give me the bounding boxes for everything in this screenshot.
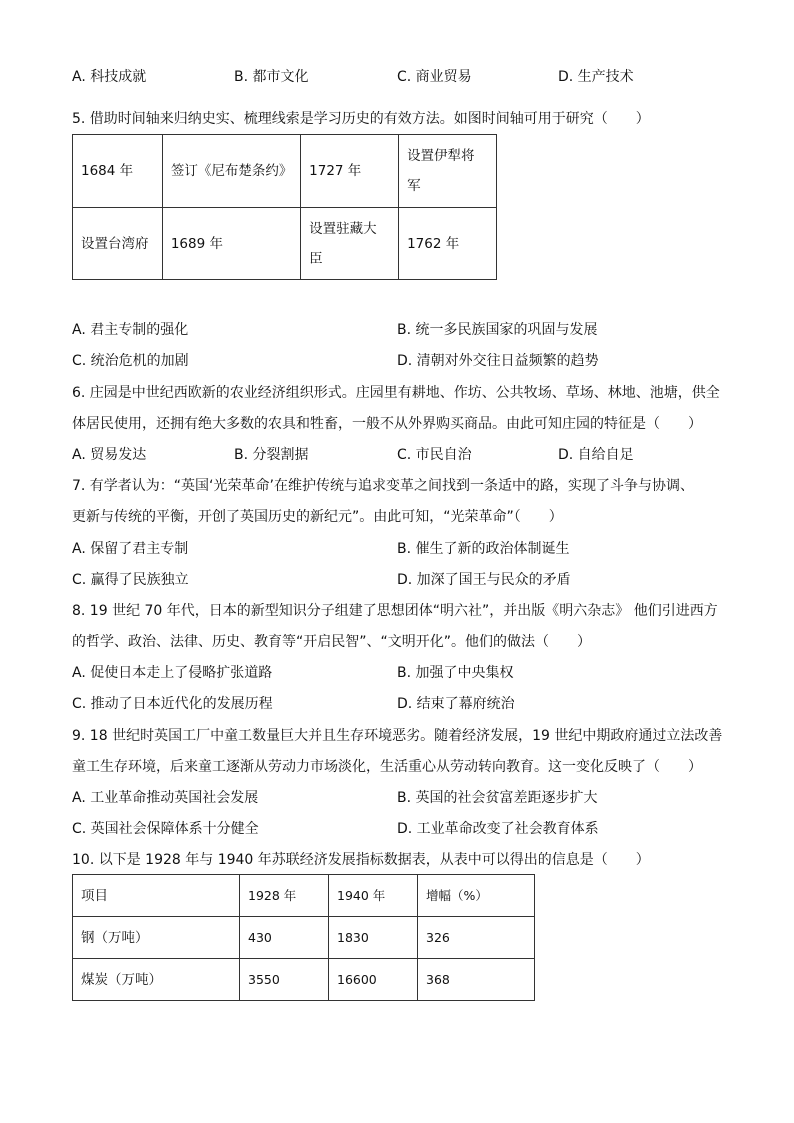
q7-stem-line1: 7. 有学者认为：“英国‘光荣革命’在维护传统与追求变革之间找到一条适中的路，实现了斗争与协调、 bbox=[72, 478, 694, 494]
q10-cell: 钢（万吨） bbox=[73, 917, 240, 959]
q7-option-a[interactable]: A. 保留了君主专制 bbox=[72, 541, 189, 557]
q5-cell: 设置驻藏大臣 bbox=[301, 208, 399, 280]
q8-option-a[interactable]: A. 促使日本走上了侵略扩张道路 bbox=[72, 665, 273, 681]
q7-option-d[interactable]: D. 加深了国王与民众的矛盾 bbox=[397, 572, 571, 588]
q9-option-a[interactable]: A. 工业革命推动英国社会发展 bbox=[72, 790, 259, 806]
q10-cell: 430 bbox=[240, 917, 329, 959]
q5-cell: 签订《尼布楚条约》 bbox=[162, 135, 300, 208]
q8-stem-line2: 的哲学、政治、法律、历史、教育等“开启民智”、“文明开化”。他们的做法（ ） bbox=[72, 634, 592, 650]
q5-timeline-table bbox=[72, 134, 497, 280]
q9-option-c[interactable]: C. 英国社会保障体系十分健全 bbox=[72, 821, 259, 837]
q5-cell: 设置台湾府 bbox=[73, 208, 163, 280]
q10-data-table bbox=[72, 874, 535, 1001]
q4-option-a[interactable]: A. 科技成就 bbox=[72, 69, 147, 85]
q5-cell: 设置伊犁将军 bbox=[399, 135, 497, 208]
q5-option-b[interactable]: B. 统一多民族国家的巩固与发展 bbox=[397, 322, 598, 338]
q6-stem-line1: 6. 庄园是中世纪西欧新的农业经济组织形式。庄园里有耕地、作坊、公共牧场、草场、林地、池塘，供全 bbox=[72, 385, 720, 401]
q6-option-a[interactable]: A. 贸易发达 bbox=[72, 447, 147, 463]
q6-option-c[interactable]: C. 市民自治 bbox=[397, 447, 472, 463]
q8-option-b[interactable]: B. 加强了中央集权 bbox=[397, 665, 514, 681]
q10-cell: 326 bbox=[418, 917, 535, 959]
q5-cell: 1762 年 bbox=[399, 208, 497, 280]
q9-stem-line1: 9. 18 世纪时英国工厂中童工数量巨大并且生存环境恶劣。随着经济发展，19 世纪中期政府通过立法改善 bbox=[72, 728, 723, 744]
q5-cell: 1689 年 bbox=[162, 208, 300, 280]
q8-option-d[interactable]: D. 结束了幕府统治 bbox=[397, 696, 515, 712]
q10-cell: 1830 bbox=[329, 917, 418, 959]
q10-stem: 10. 以下是 1928 年与 1940 年苏联经济发展指标数据表，从表中可以得出的信息是（ ） bbox=[72, 852, 650, 868]
q9-option-d[interactable]: D. 工业革命改变了社会教育体系 bbox=[397, 821, 599, 837]
q9-stem-line2: 童工生存环境，后来童工逐渐从劳动力市场淡化，生活重心从劳动转向教育。这一变化反映了（ ） bbox=[72, 759, 702, 775]
q5-option-c[interactable]: C. 统治危机的加剧 bbox=[72, 353, 189, 369]
q10-cell: 煤炭（万吨） bbox=[73, 959, 240, 1001]
q8-option-c[interactable]: C. 推动了日本近代化的发展历程 bbox=[72, 696, 273, 712]
q5-cell: 1727 年 bbox=[301, 135, 399, 208]
q10-cell: 368 bbox=[418, 959, 535, 1001]
q4-option-b[interactable]: B. 都市文化 bbox=[234, 69, 309, 85]
q6-option-b[interactable]: B. 分裂割据 bbox=[234, 447, 309, 463]
q9-option-b[interactable]: B. 英国的社会贫富差距逐步扩大 bbox=[397, 790, 598, 806]
q5-option-a[interactable]: A. 君主专制的强化 bbox=[72, 322, 189, 338]
q5-stem: 5. 借助时间轴来归纳史实、梳理线索是学习历史的有效方法。如图时间轴可用于研究（ ） bbox=[72, 111, 650, 127]
q5-cell: 1684 年 bbox=[73, 135, 163, 208]
q10-header: 1928 年 bbox=[240, 875, 329, 917]
q10-header: 项目 bbox=[73, 875, 240, 917]
q10-cell: 16600 bbox=[329, 959, 418, 1001]
q5-option-d[interactable]: D. 清朝对外交往日益频繁的趋势 bbox=[397, 353, 599, 369]
q7-option-c[interactable]: C. 赢得了民族独立 bbox=[72, 572, 189, 588]
q6-stem-line2: 体居民使用，还拥有绝大多数的农具和牲畜，一般不从外界购买商品。由此可知庄园的特征是（ ） bbox=[72, 416, 702, 432]
q7-option-b[interactable]: B. 催生了新的政治体制诞生 bbox=[397, 541, 570, 557]
q10-header: 增幅（%） bbox=[418, 875, 535, 917]
q8-stem-line1: 8. 19 世纪 70 年代，日本的新型知识分子组建了思想团体“明六社”，并出版《明六杂志》 他们引进西方 bbox=[72, 603, 718, 619]
q4-option-c[interactable]: C. 商业贸易 bbox=[397, 69, 472, 85]
q7-stem-line2: 更新与传统的平衡，开创了英国历史的新纪元”。由此可知，“光荣革命”（ ） bbox=[72, 509, 563, 525]
q10-cell: 3550 bbox=[240, 959, 329, 1001]
q10-header: 1940 年 bbox=[329, 875, 418, 917]
q4-option-d[interactable]: D. 生产技术 bbox=[558, 69, 634, 85]
q6-option-d[interactable]: D. 自给自足 bbox=[558, 447, 634, 463]
